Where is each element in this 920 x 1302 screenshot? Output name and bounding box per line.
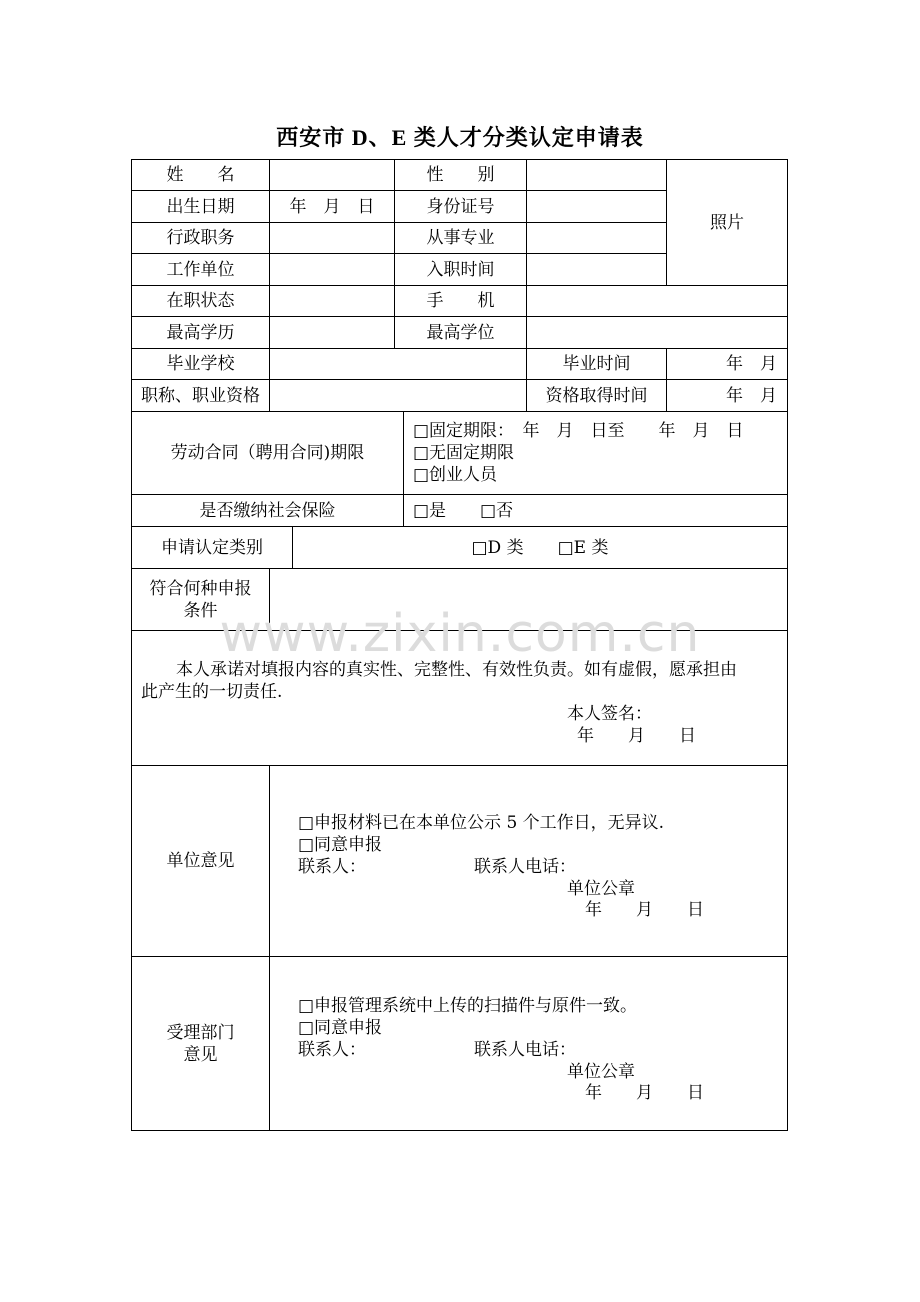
label-name: 姓 名	[131, 159, 270, 191]
gender-field[interactable]	[526, 159, 667, 191]
label-title-qual: 职称、职业资格	[131, 379, 270, 412]
label-insurance: 是否缴纳社会保险	[131, 494, 404, 527]
dept-item-scan[interactable]: □申报管理系统中上传的扫描件与原件一致。	[298, 996, 638, 1016]
status-field[interactable]	[269, 285, 395, 317]
qual-time-field[interactable]: 年 月	[666, 379, 788, 412]
mobile-field[interactable]	[526, 285, 788, 317]
label-birth-date: 出生日期	[131, 190, 270, 223]
label-contract: 劳动合同（聘用合同)期限	[131, 411, 404, 495]
page-title: 西安市 D、E 类人才分类认定申请表	[276, 125, 644, 150]
admin-post-field[interactable]	[269, 222, 395, 254]
label-dept-opinion-line1: 受理部门	[166, 1022, 235, 1043]
pledge-text-line1: 本人承诺对填报内容的真实性、完整性、有效性负责。如有虚假，愿承担由	[176, 660, 737, 680]
dept-date[interactable]: 年 月 日	[585, 1083, 704, 1103]
label-conditions-line1: 符合何种申报	[149, 578, 252, 599]
hire-date-field[interactable]	[526, 253, 667, 286]
label-mobile: 手 机	[394, 285, 527, 317]
unit-seal: 单位公章	[567, 879, 635, 899]
contract-entrepreneur-option[interactable]: □创业人员	[413, 465, 498, 485]
contract-options	[403, 411, 788, 495]
name-field[interactable]	[269, 159, 395, 191]
pledge-date[interactable]: 年 月 日	[577, 726, 696, 746]
id-number-field[interactable]	[526, 190, 667, 223]
major-field[interactable]	[526, 222, 667, 254]
label-conditions-line2: 条件	[183, 600, 218, 621]
insurance-options[interactable]: □是 □否	[403, 494, 788, 527]
birth-date-field[interactable]: 年 月 日	[269, 190, 395, 223]
label-id-number: 身份证号	[394, 190, 527, 223]
watermark: www.zixin.com.cn	[219, 604, 701, 664]
label-admin-post: 行政职务	[131, 222, 270, 254]
category-options[interactable]: □D 类 □E 类	[292, 526, 788, 569]
title-qual-field[interactable]	[269, 379, 527, 412]
label-dept-opinion	[131, 956, 270, 1131]
label-degree: 最高学位	[394, 316, 527, 349]
unit-contact-phone[interactable]: 联系人电话：	[474, 857, 576, 877]
unit-contact[interactable]: 联系人：	[298, 857, 366, 877]
dept-seal: 单位公章	[567, 1062, 635, 1082]
label-unit-opinion: 单位意见	[131, 765, 270, 957]
label-gender: 性 别	[394, 159, 527, 191]
label-school: 毕业学校	[131, 348, 270, 380]
label-status: 在职状态	[131, 285, 270, 317]
label-grad-time: 毕业时间	[526, 348, 667, 380]
label-category: 申请认定类别	[131, 526, 293, 569]
label-education: 最高学历	[131, 316, 270, 349]
dept-contact[interactable]: 联系人：	[298, 1040, 366, 1060]
employer-field[interactable]	[269, 253, 395, 286]
label-dept-opinion-line2: 意见	[183, 1044, 218, 1065]
label-hire-date: 入职时间	[394, 253, 527, 286]
school-field[interactable]	[269, 348, 527, 380]
pledge-text-line2: 此产生的一切责任.	[141, 682, 283, 702]
degree-field[interactable]	[526, 316, 788, 349]
unit-item-agree[interactable]: □同意申报	[298, 835, 383, 855]
label-qual-time: 资格取得时间	[526, 379, 667, 412]
contract-fixed-option[interactable]: □固定期限： 年 月 日至 年 月 日	[413, 421, 744, 441]
photo-box[interactable]: 照片	[666, 159, 788, 286]
unit-date[interactable]: 年 月 日	[585, 900, 704, 920]
dept-contact-phone[interactable]: 联系人电话：	[474, 1040, 576, 1060]
education-field[interactable]	[269, 316, 395, 349]
dept-item-agree[interactable]: □同意申报	[298, 1018, 383, 1038]
label-major: 从事专业	[394, 222, 527, 254]
unit-item-publicity[interactable]: □申报材料已在本单位公示 5 个工作日，无异议.	[298, 813, 665, 833]
pledge-signature[interactable]: 本人签名：	[567, 704, 652, 724]
label-employer: 工作单位	[131, 253, 270, 286]
grad-time-field[interactable]: 年 月	[666, 348, 788, 380]
contract-open-option[interactable]: □无固定期限	[413, 443, 515, 463]
